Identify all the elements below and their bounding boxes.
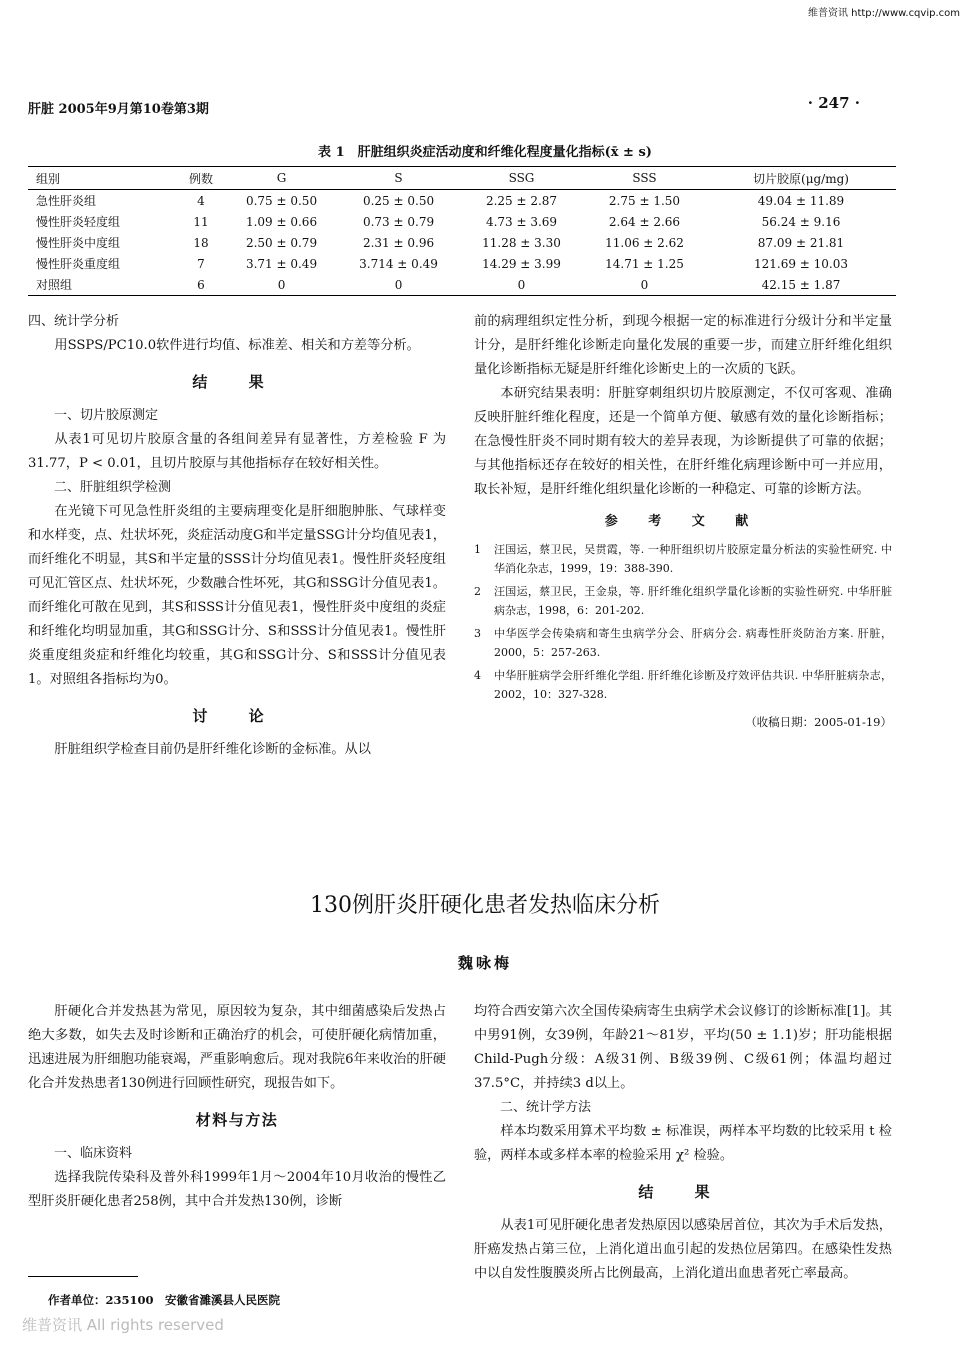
table-row <box>28 190 896 212</box>
table-row <box>28 211 896 232</box>
table-cell: 11 <box>193 214 209 229</box>
table-cell: 11.06 ± 2.62 <box>605 235 684 250</box>
table-title: 表 1 肝脏组织炎症活动度和纤维化程度量化指标(x̄ ± s) <box>318 145 652 160</box>
table-cell: 18 <box>193 235 209 250</box>
col-header: S <box>337 167 460 190</box>
paragraph: 从表1可见切片胶原含量的各组间差异有显著性，方差检验 F 为31.77，P < 0.01，且切片胶原与其他指标存在较好相关性。 <box>28 432 446 471</box>
table-cell: 急性肝炎组 <box>36 194 97 208</box>
table-cell: 2.75 ± 1.50 <box>608 193 681 208</box>
paragraph: 均符合西安第六次全国传染病寄生虫病学术会议修订的诊断标准[1]。其中男91例，女39例，年龄21～81岁，平均(50 ± 1.1)岁；肝功能根据Child-Pugh分级：A级31例、B级39例、C级61例；体温均超过37.5°C，并持续3 d以上。 <box>474 1004 892 1091</box>
upper-right-column <box>474 310 892 734</box>
upper-left-column <box>28 310 446 762</box>
author-affiliation: 作者单位：235100 安徽省濉溪县人民医院 <box>48 1293 281 1307</box>
col-header: SSG <box>460 167 583 190</box>
table-cell: 0.75 ± 0.50 <box>245 193 318 208</box>
watermark-top: 维普资讯 http://www.cqvip.com <box>807 8 960 19</box>
table-cell: 2.50 ± 0.79 <box>245 235 318 250</box>
paragraph: 肝硬化合并发热甚为常见，原因较为复杂，其中细菌感染后发热占绝大多数，如失去及时诊断和正确治疗的机会，可使肝硬化病情加重，迅速进展为肝细胞功能衰竭，严重影响愈后。现对我院6年来收治的肝硬化合并发热患者130例进行回顾性研究，现报告如下。 <box>28 1004 446 1091</box>
received-date: （收稿日期：2005-01-19） <box>745 715 892 729</box>
table-cell: 对照组 <box>28 274 176 296</box>
table-cell: 0 <box>226 274 337 296</box>
paragraph: 在光镜下可见急性肝炎组的主要病理变化是肝细胞肿胀、气球样变和水样变，点、灶状坏死，炎症活动度G和半定量SSG计分均值见表1，而纤维化不明显，其S和半定量的SSS计分均值见表1。慢性肝炎轻度组可见汇管区点、灶状坏死，少数融合性坏死，其G和SSG计分值见表1。而纤维化可散在见到，其S和SSS计分值见表1，慢性肝炎中度组的炎症和纤维化均明显加重，其G和SSG计分、S和SSS计分值见表1。慢性肝炎重度组炎症和纤维化均较重，其G和SSG计分、S和SSS计分值见表1。对照组各指标均为0。 <box>28 504 446 687</box>
table-cell: 3.714 ± 0.49 <box>359 256 438 271</box>
section-heading: 四、统计学分析 <box>28 314 120 329</box>
reference-item: 1 汪国运，蔡卫民，吴贯霞，等. 一种肝组织切片胶原定量分析法的实验性研究. 中华消化杂志，1999，19：388-390. <box>474 543 892 575</box>
table-cell: 121.69 ± 10.03 <box>753 256 849 271</box>
journal-header: 肝脏 2005年9月第10卷第3期 <box>28 102 209 117</box>
table-cell: 4 <box>197 193 205 208</box>
col-header: 例数 <box>176 167 226 190</box>
table-cell: 0.25 ± 0.50 <box>362 193 435 208</box>
table-row <box>28 253 896 274</box>
table-cell: 3.71 ± 0.49 <box>245 256 318 271</box>
reference-item: 3 中华医学会传染病和寄生虫病学分会、肝病分会. 病毒性肝炎防治方案. 肝脏，2000，5：257-263. <box>474 627 892 659</box>
col-header: 组别 <box>28 167 176 190</box>
table-cell: 56.24 ± 9.16 <box>761 214 841 229</box>
table-cell: 2.31 ± 0.96 <box>362 235 435 250</box>
table-cell: 1.09 ± 0.66 <box>245 214 318 229</box>
table-cell: 42.15 ± 1.87 <box>706 274 896 296</box>
table-cell: 14.71 ± 1.25 <box>605 256 684 271</box>
table-cell: 11.28 ± 3.30 <box>482 235 561 250</box>
data-table <box>28 166 896 296</box>
section-heading-results: 结 果 <box>638 1183 728 1201</box>
article-author: 魏咏梅 <box>457 954 512 972</box>
table-cell: 7 <box>197 256 205 271</box>
table-header-row <box>28 167 896 190</box>
section-heading-results: 结 果 <box>192 373 282 391</box>
paragraph: 样本均数采用算术平均数 ± 标准误，两样本平均数的比较采用 t 检验，两样本或多样本率的检验采用 χ² 检验。 <box>474 1124 892 1163</box>
lower-right-column <box>474 1000 892 1286</box>
section-heading-discussion: 讨 论 <box>192 707 282 725</box>
section-heading-methods: 材料与方法 <box>195 1111 279 1129</box>
paragraph: 本研究结果表明：肝脏穿刺组织切片胶原测定，不仅可客观、准确反映肝脏纤维化程度，还是一个简单方便、敏感有效的量化诊断指标；在急慢性肝炎不同时期有较大的差异表现，为诊断提供了可靠的依据；与其他指标还存在较好的相关性，在肝纤维化病理诊断中可一并应用，取长补短，是肝纤维化组织量化诊断的一种稳定、可靠的诊断方法。 <box>474 386 892 497</box>
table-cell: 2.64 ± 2.66 <box>608 214 681 229</box>
table-cell: 0 <box>460 274 583 296</box>
paragraph: 用SSPS/PC10.0软件进行均值、标准差、相关和方差等分析。 <box>54 338 420 353</box>
paragraph: 从表1可见肝硬化患者发热原因以感染居首位，其次为手术后发热，肝癌发热占第三位，上消化道出血引起的发热位居第四。在感染性发热中以自发性腹膜炎所占比例最高，上消化道出血患者死亡率最高。 <box>474 1218 892 1281</box>
col-header: G <box>226 167 337 190</box>
reference-item: 2 汪国运，蔡卫民，王金泉，等. 肝纤维化组织学量化诊断的实验性研究. 中华肝脏病杂志，1998，6：201-202. <box>474 585 892 617</box>
reference-list <box>474 540 892 704</box>
page-number: · 247 · <box>807 94 860 112</box>
table-cell: 87.09 ± 21.81 <box>757 235 845 250</box>
table-cell: 慢性肝炎轻度组 <box>36 215 121 229</box>
col-header: 切片胶原(μg/mg) <box>706 167 896 190</box>
article-title: 130例肝炎肝硬化患者发热临床分析 <box>310 893 660 918</box>
table-cell: 慢性肝炎重度组 <box>36 257 121 271</box>
table-cell: 0 <box>583 274 706 296</box>
table-cell: 14.29 ± 3.99 <box>482 256 561 271</box>
subsection-heading: 一、切片胶原测定 <box>54 408 159 423</box>
table-cell: 49.04 ± 11.89 <box>757 193 845 208</box>
reference-item: 4 中华肝脏病学会肝纤维化学组. 肝纤维化诊断及疗效评估共识. 中华肝脏病杂志，2002，10：327-328. <box>474 669 892 701</box>
lower-left-column <box>28 1000 446 1214</box>
table-cell: 2.25 ± 2.87 <box>485 193 558 208</box>
table-cell: 6 <box>176 274 226 296</box>
table-cell: 慢性肝炎中度组 <box>36 236 121 250</box>
footnote-divider <box>28 1276 138 1277</box>
subsection-heading: 二、肝脏组织学检测 <box>54 480 172 495</box>
paragraph: 肝脏组织学检查目前仍是肝纤维化诊断的金标准。从以 <box>54 742 371 757</box>
table-row <box>28 274 896 296</box>
subsection-heading: 二、统计学方法 <box>500 1100 592 1115</box>
col-header: SSS <box>583 167 706 190</box>
references-heading: 参 考 文 献 <box>604 514 762 529</box>
table-cell: 0.73 ± 0.79 <box>362 214 435 229</box>
paragraph: 选择我院传染科及普外科1999年1月～2004年10月收治的慢性乙型肝炎肝硬化患者258例，其中合并发热130例，诊断 <box>28 1170 446 1209</box>
watermark-bottom: 维普资讯 All rights reserved <box>22 1316 224 1334</box>
table-cell: 4.73 ± 3.69 <box>485 214 558 229</box>
table-cell: 0 <box>337 274 460 296</box>
table-row <box>28 232 896 253</box>
subsection-heading: 一、临床资料 <box>54 1146 133 1161</box>
paragraph: 前的病理组织定性分析，到现今根据一定的标准进行分级计分和半定量计分，是肝纤维化诊断走向量化发展的重要一步，而建立肝纤维化组织量化诊断指标无疑是肝纤维化诊断史上的一次质的飞跃。 <box>474 314 892 377</box>
